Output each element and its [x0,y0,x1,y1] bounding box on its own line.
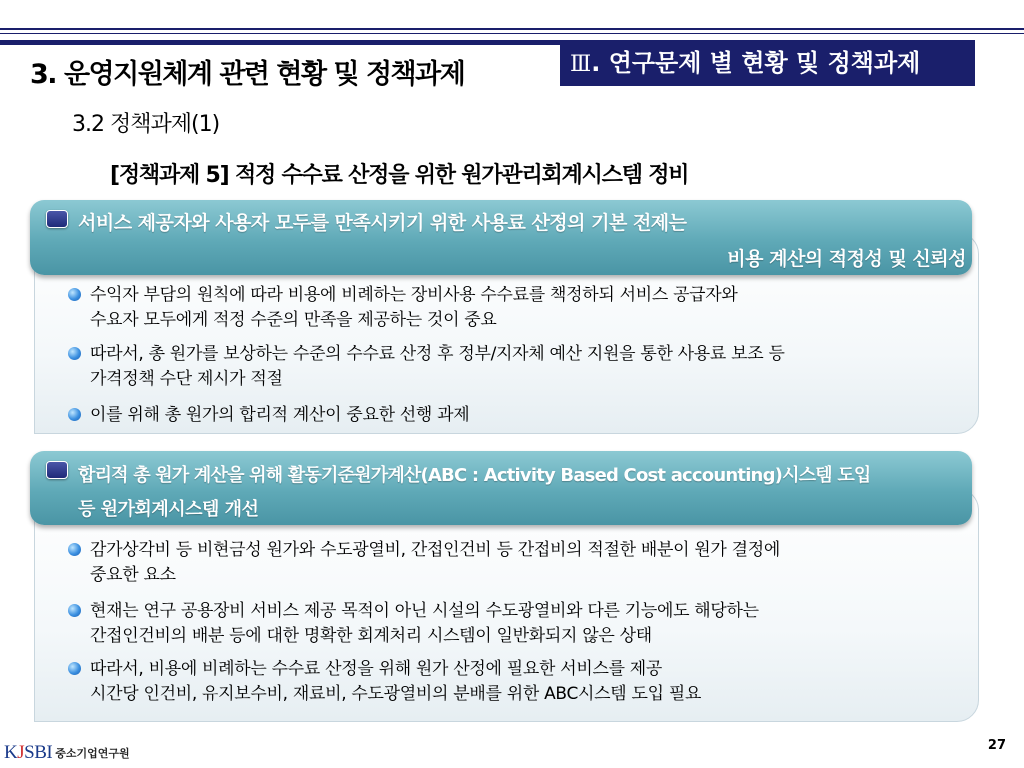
bullet-icon [68,604,81,617]
bullet-icon [68,347,81,360]
box1-bullet-1-line2: 수요자 모두에게 적정 수준의 만족을 제공하는 것이 중요 [90,310,497,330]
box2-bullet-2-line1: 현재는 연구 공용장비 서비스 제공 목적이 아닌 시설의 수도광열비와 다른 기능에도 해당하는 [90,601,759,621]
box1-heading-line2: 비용 계산의 적정성 및 신뢰성 [727,248,966,270]
box2-heading-icon [46,461,68,479]
logo-name: 중소기업연구원 [55,747,130,760]
box2-bullet-3-line2: 시간당 인건비, 유지보수비, 재료비, 수도광열비의 분배를 위한 ABC시스템 도입 필요 [90,684,702,704]
bullet-icon [68,408,81,421]
box2-bullet-3-line1: 따라서, 비용에 비례하는 수수료 산정을 위해 원가 산정에 필요한 서비스를 제공 [90,659,663,679]
box2-bullet-1-line1: 감가상각비 등 비현금성 원가와 수도광열비, 간접인건비 등 간접비의 적절한 배분이 원가 결정에 [90,540,781,560]
box1-bullet-2-line2: 가격정책 수단 제시가 적절 [90,369,283,389]
box2-bullet-2-line2: 간접인건비의 배분 등에 대한 명확한 회계처리 시스템이 일반화되지 않은 상태 [90,626,652,646]
bullet-icon [68,288,81,301]
section-tag [560,40,975,86]
header-band [0,40,560,45]
logo-mark-prefix: K [4,742,18,763]
section-subtitle: 3.2 정책과제(1) [72,112,220,137]
bullet-icon [68,662,81,675]
box1-bullet-3-line1: 이를 위해 총 원가의 합리적 계산이 중요한 선행 과제 [90,405,470,425]
box1-heading-line1: 서비스 제공자와 사용자 모두를 만족시키기 위한 사용료 산정의 기본 전제는 [78,212,687,234]
box2-heading-line2: 등 원가회계시스템 개선 [78,499,259,520]
policy-title: [정책과제 5] 적정 수수료 산정을 위한 원가관리회계시스템 정비 [110,163,689,188]
header-rule-second [0,33,1024,34]
logo-mark-accent: J [17,742,25,763]
bullet-icon [68,543,81,556]
box2-heading [30,451,972,525]
box1-bullet-2-line1: 따라서, 총 원가를 보상하는 수준의 수수료 산정 후 정부/지자체 예산 지원을 통한 사용료 보조 등 [90,344,785,364]
logo-mark [4,742,52,764]
header-rule-top [0,28,1024,30]
box1-bullet-1-line1: 수익자 부담의 원칙에 따라 비용에 비례하는 장비사용 수수료를 책정하되 서비스 공급자와 [90,285,738,305]
box2-bullet-1-line2: 중요한 요소 [90,565,176,585]
page-number: 27 [987,738,1006,753]
logo-mark-suffix: SBI [24,742,53,763]
page-title: 3. 운영지원체계 관련 현황 및 정책과제 [30,59,465,90]
box1-heading [30,200,972,275]
section-label: . 연구문제 별 현황 및 정책과제 [591,49,921,77]
box1-heading-icon [46,210,68,228]
section-numeral: Ⅲ [570,51,592,76]
kosbi-logo [4,740,130,766]
box2-heading-line1: 합리적 총 원가 계산을 위해 활동기준원가계산(ABC : Activity Based Cost accounting)시스템 도입 [78,465,871,486]
